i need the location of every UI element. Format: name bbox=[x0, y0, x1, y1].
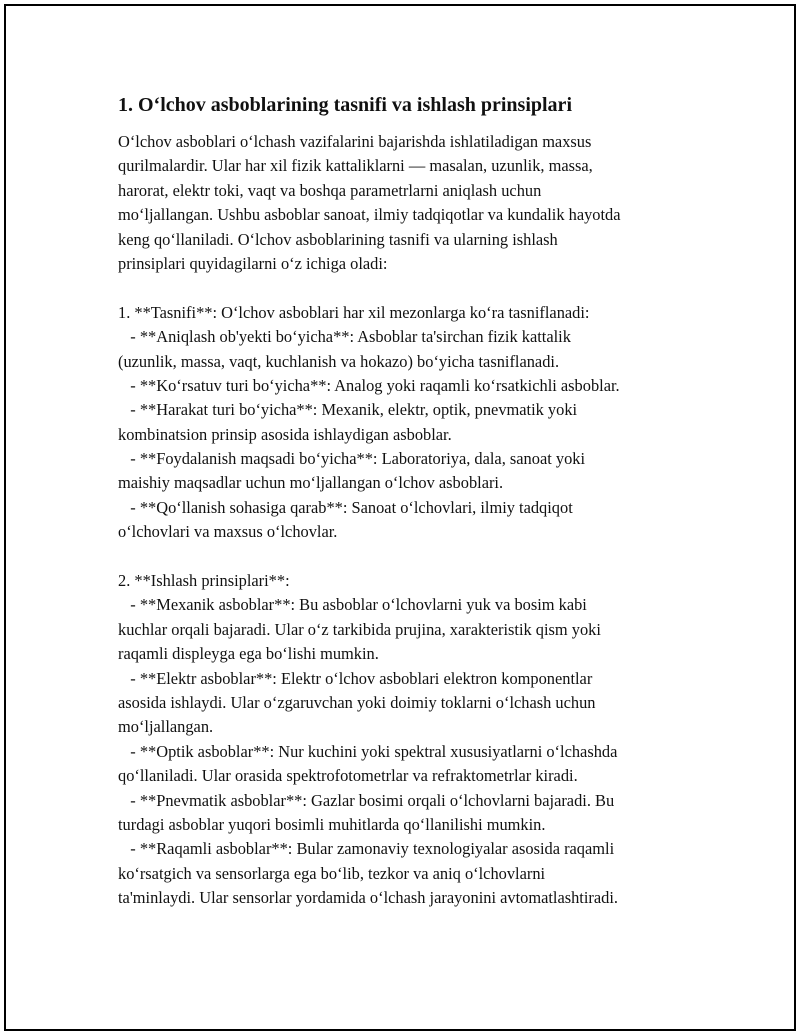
text-line: ta'minlaydi. Ular sensorlar yordamida oʻlchash jarayonini avtomatlashtiradi. bbox=[118, 888, 618, 908]
text-line: - **Koʻrsatuv turi boʻyicha**: Analog yoki raqamli koʻrsatkichli asboblar. bbox=[118, 375, 620, 395]
text-line: - **Optik asboblar**: Nur kuchini yoki spektral xususiyatlarni oʻlchashda bbox=[118, 741, 618, 761]
text-line: - **Foydalanish maqsadi boʻyicha**: Laboratoriya, dala, sanoat yoki bbox=[118, 449, 586, 469]
text-line: - **Elektr asboblar**: Elektr oʻlchov asboblari elektron komponentlar bbox=[118, 668, 593, 688]
body-text bbox=[118, 130, 718, 911]
text-line: harorat, elektr toki, vaqt va boshqa parametrlarni aniqlash uchun bbox=[118, 180, 542, 200]
text-line: oʻlchovlari va maxsus oʻlchovlar. bbox=[118, 522, 338, 542]
text-line: - **Raqamli asboblar**: Bular zamonaviy texnologiyalar asosida raqamli bbox=[118, 839, 615, 859]
text-line: 2. **Ishlash prinsiplari**: bbox=[118, 571, 290, 591]
text-line: qurilmalardir. Ular har xil fizik kattaliklarni — masalan, uzunlik, massa, bbox=[118, 156, 593, 176]
text-line: raqamli displeyga ega boʻlishi mumkin. bbox=[118, 644, 379, 664]
text-line: moʻljallangan. bbox=[118, 717, 214, 737]
blank-line bbox=[118, 545, 718, 569]
text-line: qoʻllaniladi. Ular orasida spektrofotometrlar va refraktometrlar kiradi. bbox=[118, 766, 578, 786]
text-line: - **Harakat turi boʻyicha**: Mexanik, elektr, optik, pnevmatik yoki bbox=[118, 400, 578, 420]
text-line: moʻljallangan. Ushbu asboblar sanoat, ilmiy tadqiqotlar va kundalik hayotda bbox=[118, 205, 621, 225]
blank-line bbox=[118, 276, 718, 300]
document-body bbox=[118, 92, 718, 911]
text-line: (uzunlik, massa, vaqt, kuchlanish va hokazo) boʻyicha tasniflanadi. bbox=[118, 351, 560, 371]
text-line: turdagi asboblar yuqori bosimli muhitlarda qoʻllanilishi mumkin. bbox=[118, 814, 546, 834]
text-line: - **Qoʻllanish sohasiga qarab**: Sanoat oʻlchovlari, ilmiy tadqiqot bbox=[118, 497, 573, 517]
text-line: - **Mexanik asboblar**: Bu asboblar oʻlchovlarni yuk va bosim kabi bbox=[118, 595, 587, 615]
section-heading: 1. Oʻlchov asboblarining tasnifi va ishlash prinsiplari bbox=[118, 94, 572, 116]
text-line: prinsiplari quyidagilarni oʻz ichiga oladi: bbox=[118, 253, 388, 273]
text-line: koʻrsatgich va sensorlarga ega boʻlib, tezkor va aniq oʻlchovlarni bbox=[118, 863, 546, 883]
text-line: asosida ishlaydi. Ular oʻzgaruvchan yoki doimiy toklarni oʻlchash uchun bbox=[118, 692, 596, 712]
text-line: maishiy maqsadlar uchun moʻljallangan oʻlchov asboblari. bbox=[118, 473, 504, 493]
text-line: 1. **Tasnifi**: Oʻlchov asboblari har xil mezonlarga koʻra tasniflanadi: bbox=[118, 302, 590, 322]
text-line: - **Aniqlash ob'yekti boʻyicha**: Asboblar ta'sirchan fizik kattalik bbox=[118, 327, 571, 347]
text-line: - **Pnevmatik asboblar**: Gazlar bosimi orqali oʻlchovlarni bajaradi. Bu bbox=[118, 790, 615, 810]
text-line: kombinatsion prinsip asosida ishlaydigan asboblar. bbox=[118, 424, 452, 444]
text-line: Oʻlchov asboblari oʻlchash vazifalarini bajarishda ishlatiladigan maxsus bbox=[118, 132, 592, 151]
text-line: kuchlar orqali bajaradi. Ular oʻz tarkibida prujina, xarakteristik qism yoki bbox=[118, 619, 601, 639]
text-line: keng qoʻllaniladi. Oʻlchov asboblarining tasnifi va ularning ishlash bbox=[118, 229, 558, 249]
